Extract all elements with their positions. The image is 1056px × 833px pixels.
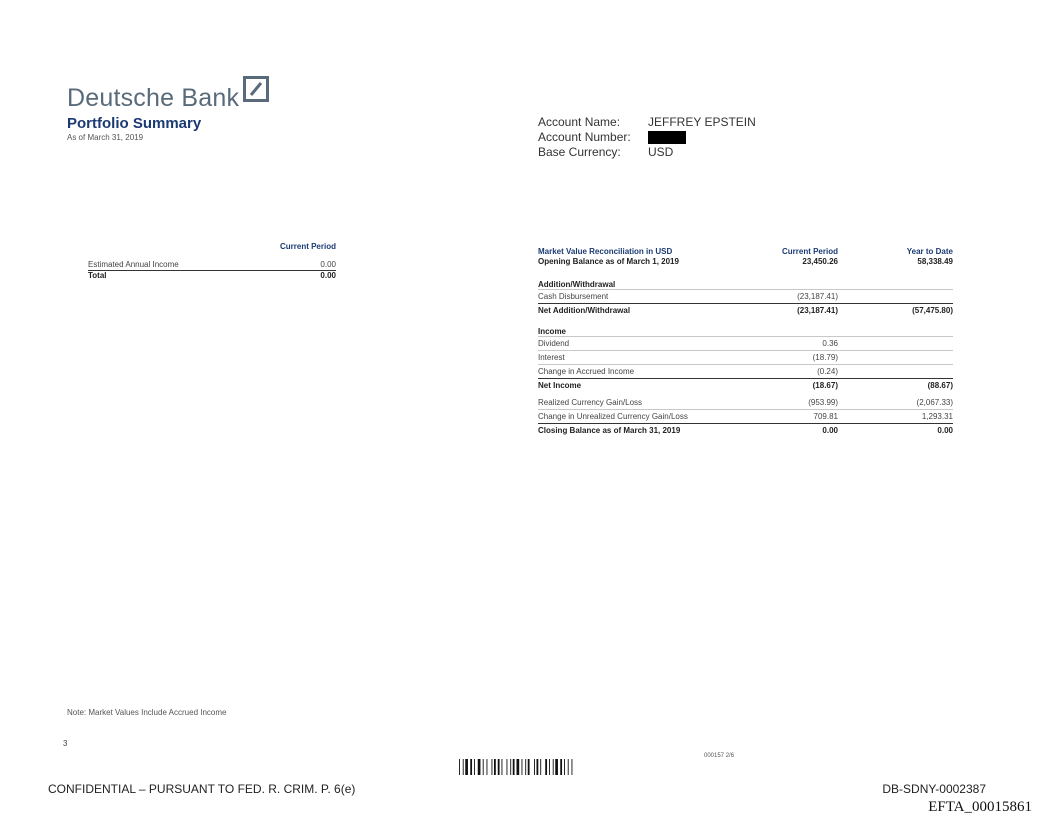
row-label: Net Addition/Withdrawal — [538, 306, 631, 315]
income-table — [88, 242, 336, 281]
bates-number-efta: EFTA_00015861 — [928, 799, 1032, 815]
page-title: Portfolio Summary — [67, 115, 202, 132]
row-current: 23,450.26 — [802, 257, 838, 266]
accrued-income-row — [538, 365, 953, 379]
section-label: Income — [538, 327, 567, 336]
confidentiality-notice: CONFIDENTIAL – PURSUANT TO FED. R. CRIM. P. 6(e) — [48, 782, 356, 796]
row-label: Net Income — [538, 381, 582, 390]
footnote: Note: Market Values Include Accrued Income — [67, 708, 227, 717]
market-value-reconciliation-table — [538, 242, 953, 437]
row-ytd: 58,338.49 — [917, 257, 953, 266]
unrealized-gain-row — [538, 410, 953, 424]
row-current: (0.24) — [817, 367, 838, 376]
table-row-total — [88, 271, 336, 281]
row-label: Realized Currency Gain/Loss — [538, 398, 643, 407]
row-current: (953.99) — [808, 398, 838, 407]
page-number: 3 — [63, 739, 68, 748]
row-ytd: 0.00 — [937, 426, 953, 435]
row-label: Change in Accrued Income — [538, 367, 635, 376]
row-current: (18.79) — [812, 353, 838, 362]
row-label: Estimated Annual Income — [88, 260, 179, 269]
row-current: (23,187.41) — [797, 292, 838, 301]
net-addition-row — [538, 304, 953, 317]
bates-number-db: DB-SDNY-0002387 — [882, 782, 986, 796]
row-ytd: (57,475.80) — [912, 306, 953, 315]
row-current: (18.67) — [812, 381, 838, 390]
net-income-row — [538, 379, 953, 392]
income-table-header: Current Period — [279, 242, 336, 251]
account-number-label: Account Number: — [538, 130, 631, 144]
account-name-label: Account Name: — [538, 115, 621, 129]
header-label: Market Value Reconciliation in USD — [538, 247, 673, 256]
income-section-heading — [538, 325, 953, 337]
cash-disbursement-row — [538, 290, 953, 304]
section-label: Addition/Withdrawal — [538, 280, 616, 289]
base-currency-value: USD — [648, 145, 674, 159]
header-current-period: Current Period — [781, 247, 838, 256]
row-label: Interest — [538, 353, 565, 362]
opening-balance-row — [538, 256, 953, 268]
dividend-row — [538, 337, 953, 351]
addition-section-heading — [538, 278, 953, 290]
base-currency-label: Base Currency: — [538, 145, 621, 159]
realized-gain-row — [538, 396, 953, 410]
deutsche-bank-logo-icon — [243, 76, 269, 102]
row-label: Cash Disbursement — [538, 292, 609, 301]
document-code: 000157 2/6 — [704, 753, 735, 759]
row-value: 0.00 — [320, 260, 336, 269]
account-info — [538, 115, 756, 160]
row-label: Total — [88, 271, 107, 280]
as-of-date: As of March 31, 2019 — [67, 133, 144, 142]
row-ytd: (88.67) — [927, 381, 953, 390]
row-label: Change in Unrealized Currency Gain/Loss — [538, 412, 688, 421]
row-label: Dividend — [538, 339, 570, 348]
row-current: (23,187.41) — [797, 306, 838, 315]
closing-balance-row — [538, 424, 953, 437]
table-header-row — [538, 242, 953, 256]
row-current: 0.36 — [822, 339, 838, 348]
row-label: Closing Balance as of March 31, 2019 — [538, 426, 681, 435]
bank-name: Deutsche Bank — [67, 84, 240, 112]
row-label: Opening Balance as of March 1, 2019 — [538, 257, 679, 266]
account-number-redaction — [648, 131, 686, 144]
row-ytd: (2,067.33) — [916, 398, 953, 407]
barcode-icon — [459, 759, 611, 775]
row-current: 0.00 — [822, 426, 838, 435]
header-year-to-date: Year to Date — [906, 247, 953, 256]
interest-row — [538, 351, 953, 365]
row-current: 709.81 — [813, 412, 838, 421]
row-ytd: 1,293.31 — [921, 412, 953, 421]
account-name-value: JEFFREY EPSTEIN — [648, 115, 756, 129]
row-value: 0.00 — [320, 271, 336, 280]
table-row — [88, 260, 336, 271]
